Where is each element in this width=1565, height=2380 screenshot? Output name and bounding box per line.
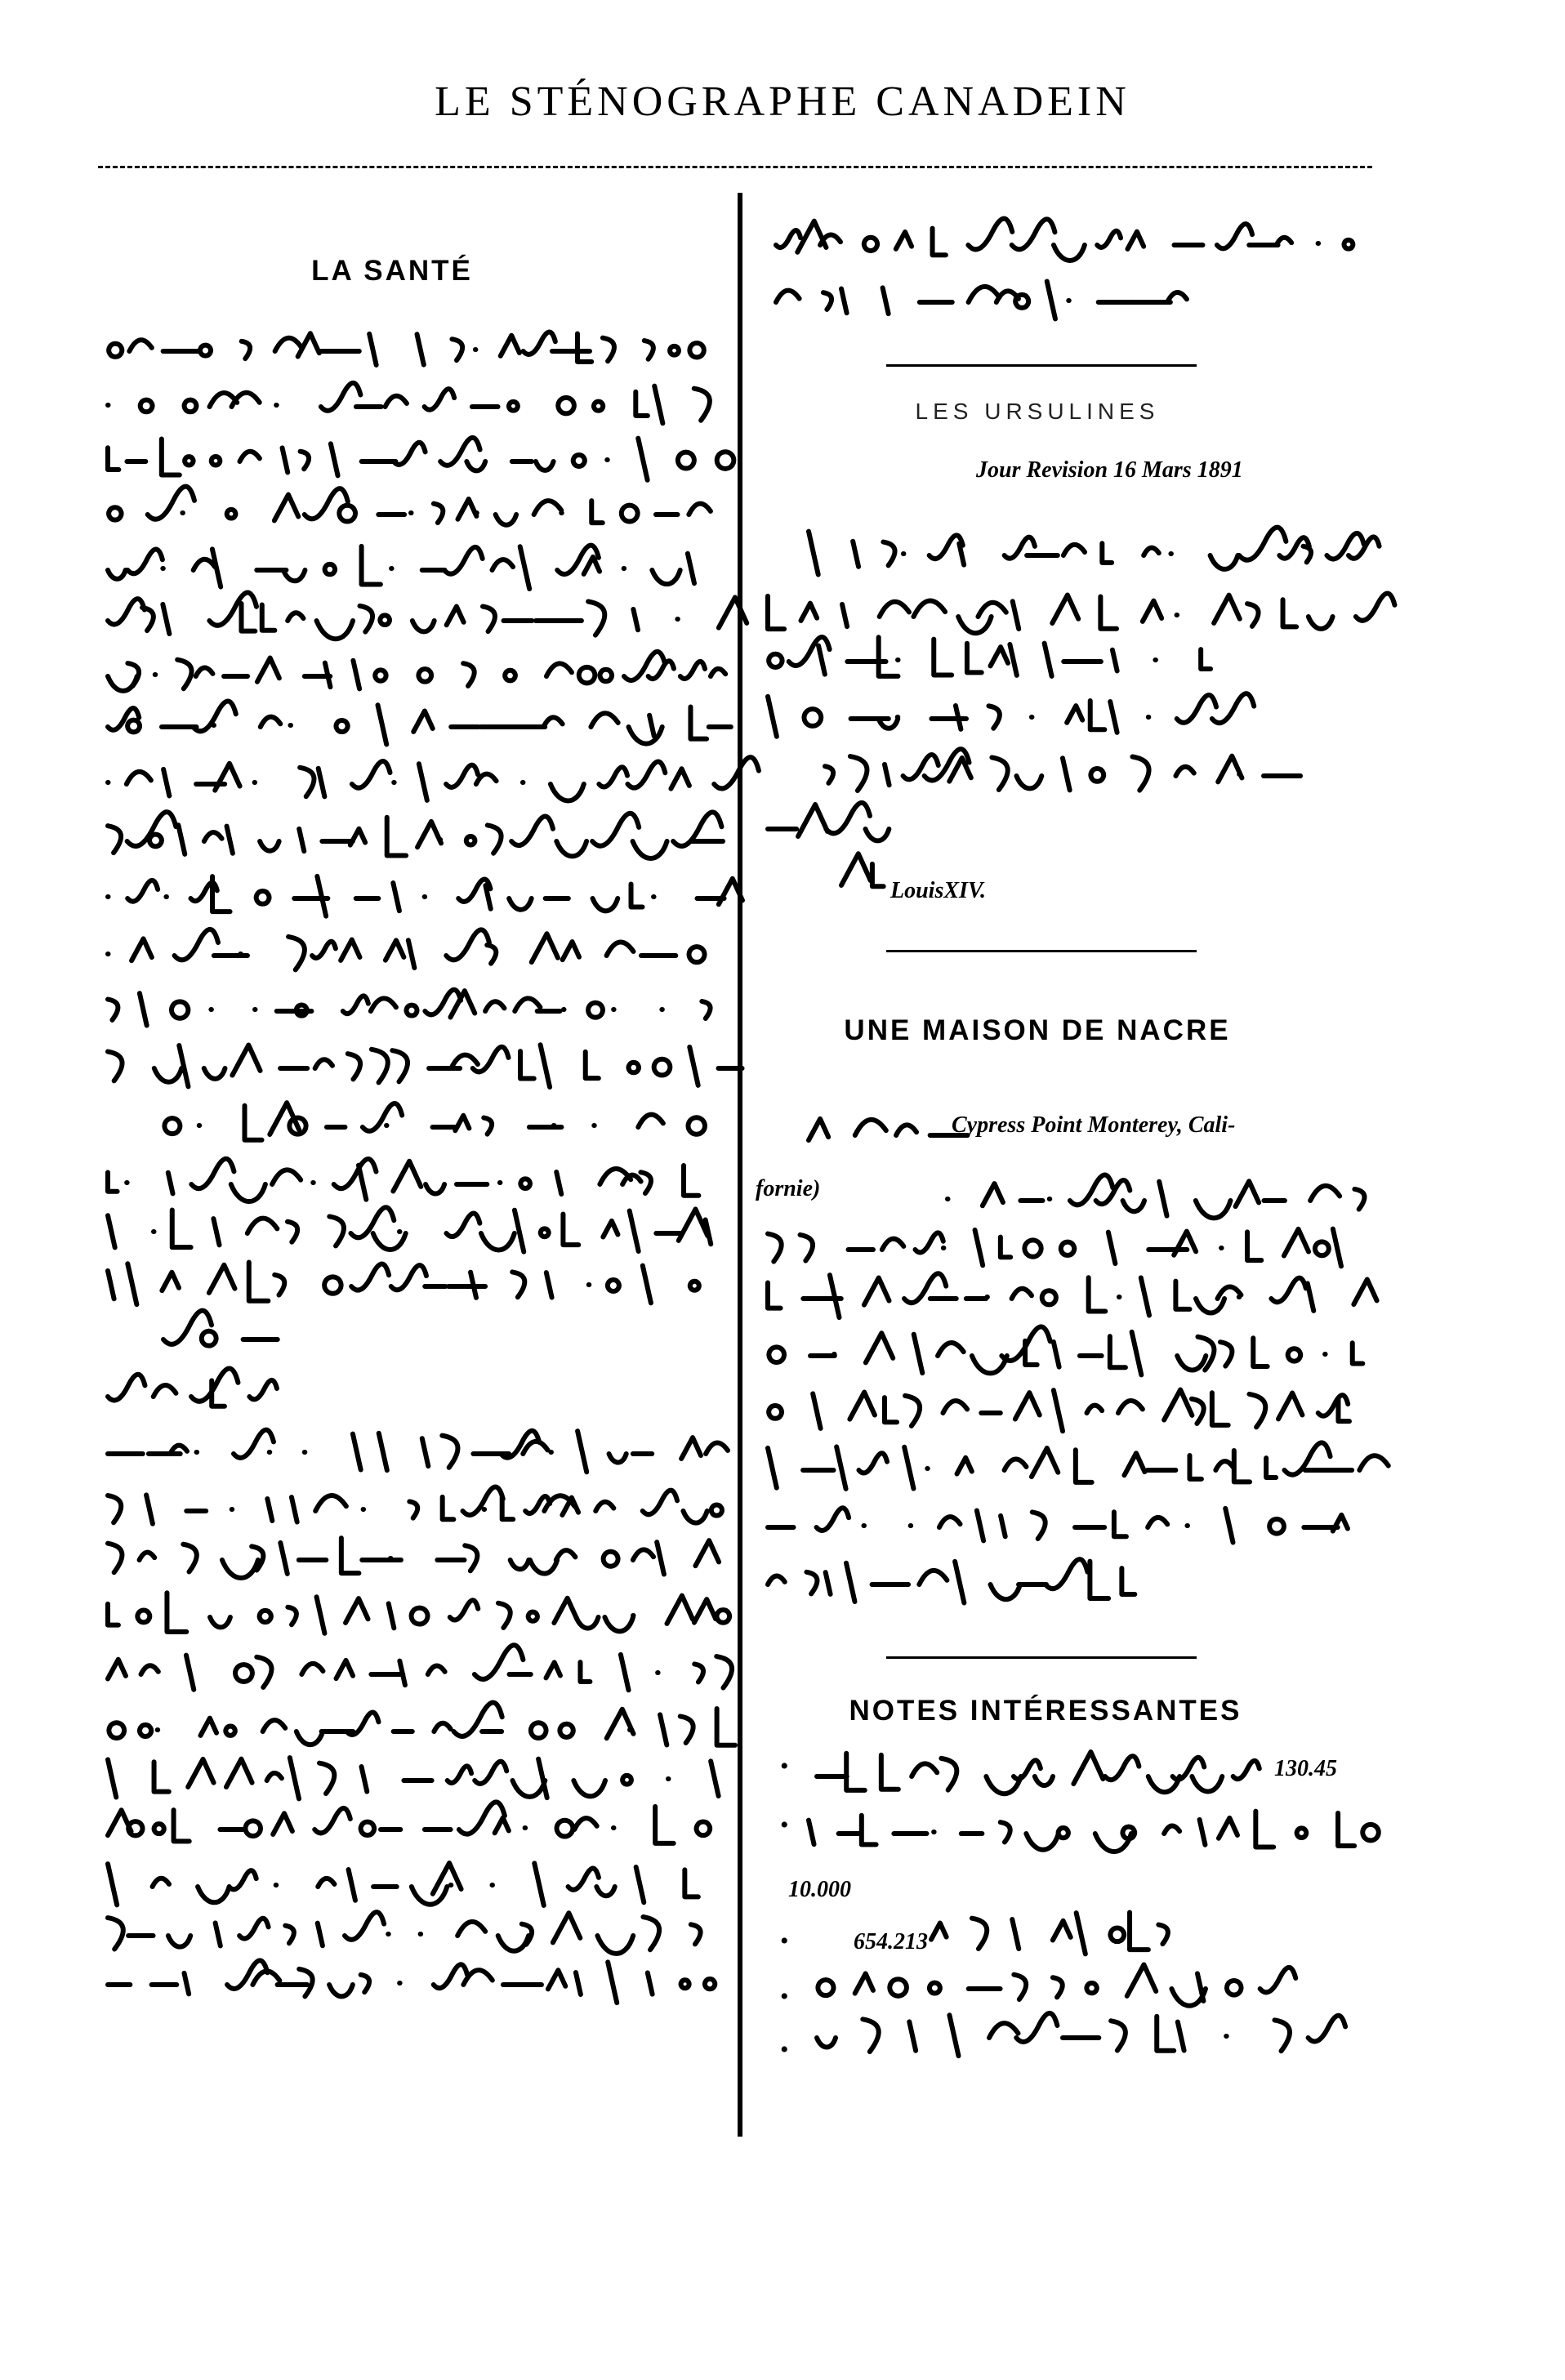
shorthand-line bbox=[769, 1389, 1349, 1431]
shorthand-line bbox=[817, 1752, 1260, 1794]
shorthand-line bbox=[776, 282, 1187, 319]
shorthand-line bbox=[108, 1863, 698, 1905]
shorthand-line bbox=[108, 438, 733, 480]
bullet-4: • bbox=[780, 1983, 789, 2010]
section-separator bbox=[886, 1656, 1197, 1659]
inline-words-fornie: fornie) bbox=[756, 1176, 821, 1201]
shorthand-text-la-sante bbox=[98, 310, 735, 2132]
shorthand-line bbox=[108, 990, 711, 1026]
shorthand-line bbox=[108, 812, 723, 858]
shorthand-line bbox=[109, 487, 711, 525]
shorthand-text-continued bbox=[760, 188, 1380, 335]
shorthand-line bbox=[768, 1229, 1341, 1267]
shorthand-line bbox=[108, 1045, 742, 1087]
bullet-1: • bbox=[780, 1753, 789, 1780]
shorthand-line bbox=[817, 2013, 1345, 2056]
shorthand-text-les-ursulines bbox=[760, 506, 1380, 931]
page-title: LE STÉNOGRAPHE CANADEIN bbox=[435, 78, 1130, 125]
shorthand-line bbox=[809, 528, 1380, 575]
shorthand-line bbox=[108, 652, 725, 691]
shorthand-line bbox=[108, 1369, 277, 1406]
shorthand-line bbox=[108, 383, 710, 423]
value-1: 130.45 bbox=[1274, 1756, 1337, 1781]
shorthand-line bbox=[109, 332, 704, 364]
shorthand-line bbox=[108, 1263, 699, 1305]
shorthand-line bbox=[109, 1703, 735, 1745]
section-separator bbox=[886, 950, 1197, 952]
shorthand-line bbox=[768, 1442, 1389, 1489]
value-3: 654.213 bbox=[854, 1929, 928, 1954]
shorthand-line bbox=[164, 1103, 705, 1140]
title-rule bbox=[98, 166, 1372, 168]
heading-les-ursulines: LES URSULINES bbox=[915, 399, 1160, 424]
shorthand-line bbox=[108, 1802, 710, 1843]
shorthand-line bbox=[108, 1159, 698, 1201]
shorthand-line bbox=[108, 1645, 732, 1690]
shorthand-line bbox=[108, 1593, 729, 1633]
section-separator bbox=[886, 364, 1197, 367]
shorthand-line bbox=[768, 693, 1254, 737]
shorthand-line bbox=[769, 637, 1211, 676]
shorthand-line bbox=[108, 546, 694, 589]
shorthand-line bbox=[108, 1538, 719, 1578]
shorthand-text-notes-interessantes bbox=[760, 1740, 1380, 2107]
heading-notes-interessantes: NOTES INTÉRESSANTES bbox=[849, 1695, 1242, 1727]
shorthand-line bbox=[825, 749, 1300, 791]
shorthand-line bbox=[108, 1960, 715, 2003]
shorthand-line bbox=[841, 854, 884, 886]
shorthand-line bbox=[947, 1175, 1364, 1219]
shorthand-line bbox=[768, 1508, 1348, 1542]
bullet-5: • bbox=[780, 2036, 789, 2063]
shorthand-line bbox=[769, 1326, 1362, 1375]
shorthand-line bbox=[108, 929, 705, 969]
shorthand-line bbox=[108, 1486, 722, 1523]
shorthand-line bbox=[818, 1964, 1295, 2005]
shorthand-line bbox=[809, 1812, 1379, 1852]
bullet-3: • bbox=[780, 1928, 789, 1954]
shorthand-line bbox=[163, 1311, 278, 1346]
shorthand-line bbox=[108, 1912, 701, 1954]
shorthand-text-une-maison-de-nacre bbox=[760, 1103, 1380, 1609]
shorthand-line bbox=[768, 1559, 1135, 1602]
shorthand-line bbox=[768, 593, 1394, 633]
shorthand-line bbox=[108, 592, 747, 639]
shorthand-line bbox=[776, 219, 1353, 261]
shorthand-line bbox=[108, 701, 731, 744]
shorthand-line bbox=[809, 1119, 968, 1140]
shorthand-line bbox=[768, 803, 889, 841]
dateline: Jour Revision 16 Mars 1891 bbox=[976, 457, 1243, 483]
bullet-2: • bbox=[780, 1812, 789, 1838]
inline-word-louis: LouisXIV. bbox=[890, 878, 986, 903]
inline-words-cypress: Cypress Point Monterey, Cali- bbox=[952, 1112, 1236, 1138]
shorthand-line bbox=[108, 757, 759, 800]
shorthand-line bbox=[108, 876, 742, 916]
heading-la-sante: LA SANTÉ bbox=[311, 255, 473, 287]
column-divider bbox=[738, 193, 742, 2137]
value-2: 10.000 bbox=[788, 1877, 851, 1902]
shorthand-line bbox=[108, 1758, 719, 1798]
heading-une-maison-de-nacre: UNE MAISON DE NACRE bbox=[844, 1014, 1231, 1046]
shorthand-line bbox=[108, 1207, 711, 1251]
shorthand-line bbox=[931, 1912, 1168, 1954]
shorthand-line bbox=[768, 1273, 1377, 1317]
shorthand-line bbox=[108, 1430, 728, 1473]
